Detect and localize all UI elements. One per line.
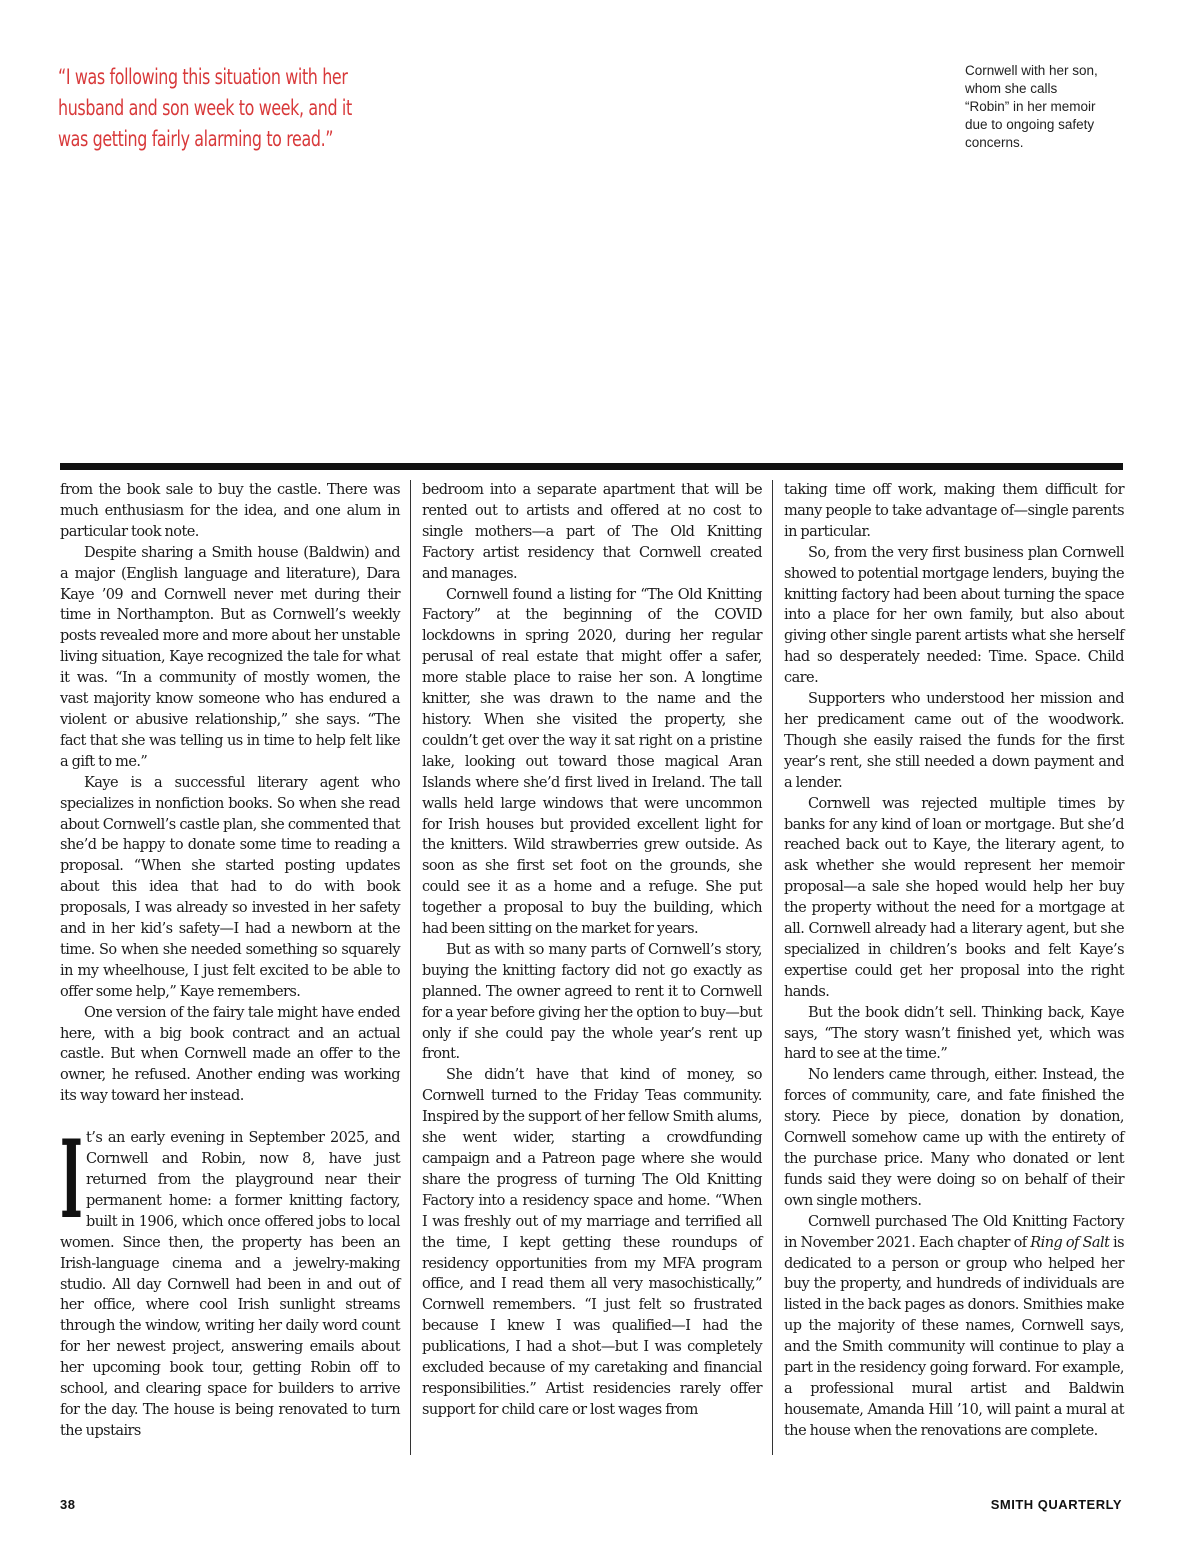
paragraph [784,1212,1124,1442]
paragraph-text: t’s an early evening in September 2025, and Cornwell and Robin, now 8, have just returned from the playground near their permanent home: a former knitting factory, built in 1906, which once offered jobs to local women. Since then, the property has been an Irish-language cinema and a jewelry-making studio. All day Cornwell had been in and out of her office, where cool Irish sunlight streams through the window, writing her daily word count for her newest project, answering emails about her upcoming book tour, getting Robin off to school, and clearing space for builders to arrive for the day. The house is being renovated to turn the upstairs [60,1130,400,1439]
paragraph: But the book didn’t sell. Thinking back, Kaye says, “The story wasn’t finished yet, which was hard to see at the time.” [784,1004,1124,1063]
column-divider [772,480,773,1455]
photo-caption: Cornwell with her son, whom she calls “Robin” in her memoir due to ongoing safety concerns. [965,63,1098,150]
paragraph: Kaye is a successful literary agent who specializes in nonfiction books. So when she read about Cornwell’s castle plan, she commented that she’d be happy to donate some time to reading a proposal. “When she started posting updates about this idea that had to do with book proposals, I was already so invested in her safety and in her kid’s safety—I had a newborn at the time. So when she needed something so squarely in my wheelhouse, I just felt excited to be able to offer some help,” Kaye remembers. [60,774,400,1000]
publication-name: SMITH QUARTERLY [990,1497,1122,1512]
paragraph: Cornwell found a listing for “The Old Knitting Factory” at the beginning of the COVID lockdowns in spring 2020, during her regular perusal of real estate that might offer a safer, more stable place to raise her son. A longtime knitter, she was drawn to the name and the history. When she visited the property, she couldn’t get over the way it sat right on a pristine lake, looking out toward those magical Aran Islands where she’d first lived in Ireland. The tall walls held large windows that were uncommon for Irish houses but provided excellent light for the knitters. Wild strawberries grew outside. As soon as she first set foot on the grounds, she could see it as a home and a refuge. She put together a proposal to buy the building, which had been sitting on the market for years. [422,586,762,938]
paragraph-text: is dedicated to a person or group who helped her buy the property, and hundreds of individuals are listed in the back pages as donors. Smithies make up the majority of these names, Cornwell says, and the Smith community will continue to play a part in the residency going forward. For example, a professional mural artist and Baldwin housemate, Amanda Hill ’10, will paint a mural at the house when the renovations are complete. [784,1234,1125,1439]
paragraph-with-dropcap [60,1117,400,1442]
paragraph: One version of the fairy tale might have ended here, with a big book contract and an actual castle. But when Cornwell made an offer to the owner, he refused. Another ending was working its way toward her instead. [60,1004,400,1105]
column-divider [410,480,411,1455]
section-rule [60,463,1123,470]
paragraph: taking time off work, making them difficult for many people to take advantage of—single parents in particular. [784,482,1124,540]
article-column-3 [784,480,1124,1442]
paragraph: But as with so many parts of Cornwell’s story, buying the knitting factory did not go exactly as planned. The owner agreed to rent it to Cornwell for a year before giving her the option to buy—but only if she could pay the whole year’s rent up front. [422,941,762,1063]
book-title: Ring of Salt [1030,1234,1110,1251]
paragraph: So, from the very first business plan Cornwell showed to potential mortgage lenders, buying the knitting factory had been about turning the space into a place for her own family, but also about giving other single parent artists what she herself had so desperately needed: Time. Space. Child care. [784,544,1124,687]
paragraph: bedroom into a separate apartment that will be rented out to artists and offered at no cost to single mothers—a part of The Old Knitting Factory artist residency that Cornwell created and manages. [422,482,762,582]
paragraph: Cornwell was rejected multiple times by banks for any kind of loan or mortgage. But she’d reached back out to Kaye, the literary agent, to ask whether she would represent her memoir proposal—a sale she hoped would help her buy the property without the need for a mortgage at all. Cornwell already had a literary agent, but she specialized in children’s books and felt Kaye’s expertise could get her proposal into the right hands. [784,795,1124,1000]
paragraph: No lenders came through, either. Instead, the forces of community, care, and fate finished the story. Piece by piece, donation by donation, Cornwell somehow came up with the entirety of the purchase price. Many who donated or lent funds said they were doing so on behalf of their own single mothers. [784,1067,1124,1209]
drop-cap: I [60,1117,83,1244]
paragraph: from the book sale to buy the castle. There was much enthusiasm for the idea, and one alum in particular took note. [60,482,400,540]
paragraph: Despite sharing a Smith house (Baldwin) and a major (English language and literature), Dara Kaye ’09 and Cornwell never met during their time in Northampton. But as Cornwell’s weekly posts revealed more and more about her unstable living situation, Kaye recognized the tale for what it was. “In a community of mostly women, the vast majority know someone who has endured a violent or abusive relationship,” she says. “The fact that she was telling us in time to help felt like a gift to me.” [60,544,400,770]
paragraph-text: Cornwell purchased The Old Knitting Factory in November 2021. Each chapter of [784,1213,1124,1251]
article-column-1 [60,480,400,1442]
pull-quote: “I was following this situation with her husband and son week to week, and it was getting fairly alarming to read.” [58,65,352,152]
page-number: 38 [60,1497,76,1512]
paragraph: Supporters who understood her mission and her predicament came out of the woodwork. Though she easily raised the funds for the first year’s rent, she still needed a down payment and a lender. [784,691,1124,791]
article-column-2 [422,480,762,1421]
paragraph: She didn’t have that kind of money, so Cornwell turned to the Friday Teas community. Inspired by the support of her fellow Smith alums, she went wider, starting a crowdfunding campaign and a Patreon page where she would share the progress of turning The Old Knitting Factory into a residency space and home. “When I was freshly out of my marriage and terrified all the time, I kept getting these roundups of residency opportunities from my MFA program office, and I read them all very masochistically,” Cornwell remembers. “I just felt so frustrated because I knew I was qualified—I had the publications, I had a shot—but I was completely excluded because of my caretaking and financial responsibilities.” Artist residencies rarely offer support for child care or lost wages from [422,1067,762,1418]
